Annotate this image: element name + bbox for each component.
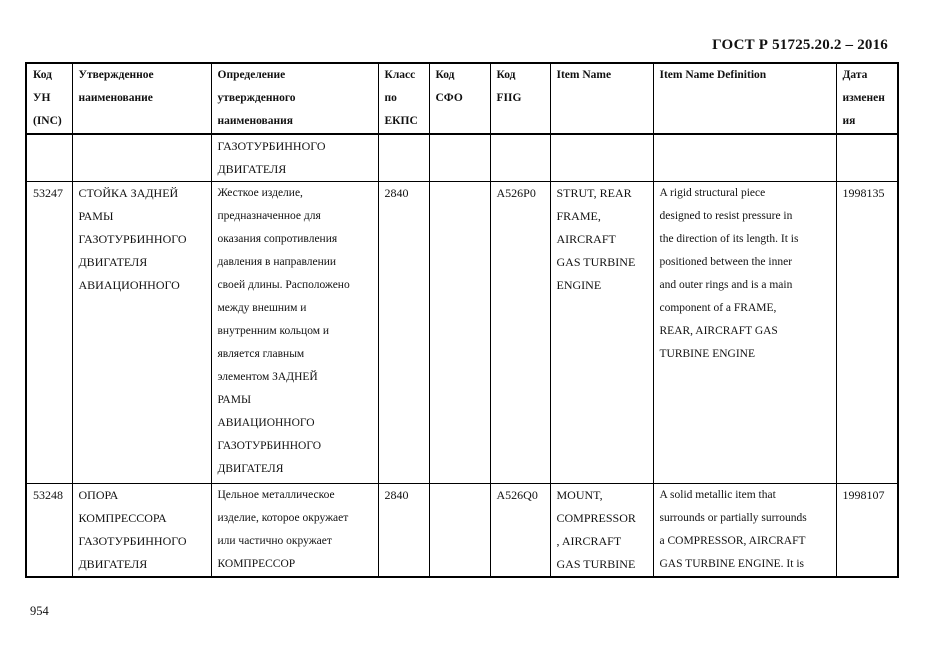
col-header-item-definition: Item Name Definition bbox=[653, 63, 836, 134]
cell-class: 2840 bbox=[378, 182, 429, 484]
col-header-fiig: Код FIIG bbox=[490, 63, 550, 134]
cell-date: 1998107 bbox=[836, 484, 898, 578]
cell-fiig: A526Q0 bbox=[490, 484, 550, 578]
cell-name-ru bbox=[72, 134, 211, 182]
cell-inc: 53248 bbox=[26, 484, 72, 578]
cell-item-name: STRUT, REAR FRAME, AIRCRAFT GAS TURBINE ENGINE bbox=[550, 182, 653, 484]
cell-fiig: A526P0 bbox=[490, 182, 550, 484]
cell-sfo bbox=[429, 484, 490, 578]
cell-class: 2840 bbox=[378, 484, 429, 578]
table-header-row bbox=[26, 63, 898, 134]
table-row-continuation bbox=[26, 134, 898, 182]
cell-definition-ru: ГАЗОТУРБИННОГО ДВИГАТЕЛЯ bbox=[211, 134, 378, 182]
col-header-class: Класс по ЕКПС bbox=[378, 63, 429, 134]
table-row bbox=[26, 484, 898, 578]
cell-class bbox=[378, 134, 429, 182]
cell-definition-ru: Жесткое изделие, предназначенное для оказания сопротивления давления в направлении своей длины. Расположено между внешним и внутренним кольцом и является главным элементом ЗАДНЕЙ РАМЫ АВИАЦИОННОГО ГАЗОТУРБИННОГО ДВИГАТЕЛЯ bbox=[211, 182, 378, 484]
cell-fiig bbox=[490, 134, 550, 182]
document-id: ГОСТ Р 51725.20.2 – 2016 bbox=[712, 37, 888, 53]
cell-name-ru: ОПОРА КОМПРЕССОРА ГАЗОТУРБИННОГО ДВИГАТЕЛЯ bbox=[72, 484, 211, 578]
col-header-definition-ru: Определение утвержденного наименования bbox=[211, 63, 378, 134]
cell-inc: 53247 bbox=[26, 182, 72, 484]
col-header-date: Дата изменен ия bbox=[836, 63, 898, 134]
cell-item-name bbox=[550, 134, 653, 182]
col-header-inc: Код УН (INC) bbox=[26, 63, 72, 134]
col-header-sfo: Код СФО bbox=[429, 63, 490, 134]
cell-inc bbox=[26, 134, 72, 182]
catalog-table bbox=[25, 62, 899, 578]
cell-item-name: MOUNT, COMPRESSOR , AIRCRAFT GAS TURBINE bbox=[550, 484, 653, 578]
cell-name-ru: СТОЙКА ЗАДНЕЙ РАМЫ ГАЗОТУРБИННОГО ДВИГАТЕЛЯ АВИАЦИОННОГО bbox=[72, 182, 211, 484]
col-header-item-name: Item Name bbox=[550, 63, 653, 134]
cell-sfo bbox=[429, 182, 490, 484]
cell-date: 1998135 bbox=[836, 182, 898, 484]
cell-sfo bbox=[429, 134, 490, 182]
cell-item-definition: A solid metallic item that surrounds or partially surrounds a COMPRESSOR, AIRCRAFT GAS TURBINE ENGINE. It is bbox=[653, 484, 836, 578]
page-number: 954 bbox=[30, 604, 49, 618]
cell-definition-ru: Цельное металлическое изделие, которое окружает или частично окружает КОМПРЕССОР bbox=[211, 484, 378, 578]
cell-item-definition: A rigid structural piece designed to resist pressure in the direction of its length. It is positioned between the inner and outer rings and is a main component of a FRAME, REAR, AIRCRAFT GAS TURBINE ENGINE bbox=[653, 182, 836, 484]
cell-date bbox=[836, 134, 898, 182]
table-row bbox=[26, 182, 898, 484]
cell-item-definition bbox=[653, 134, 836, 182]
col-header-name-ru: Утвержденное наименование bbox=[72, 63, 211, 134]
